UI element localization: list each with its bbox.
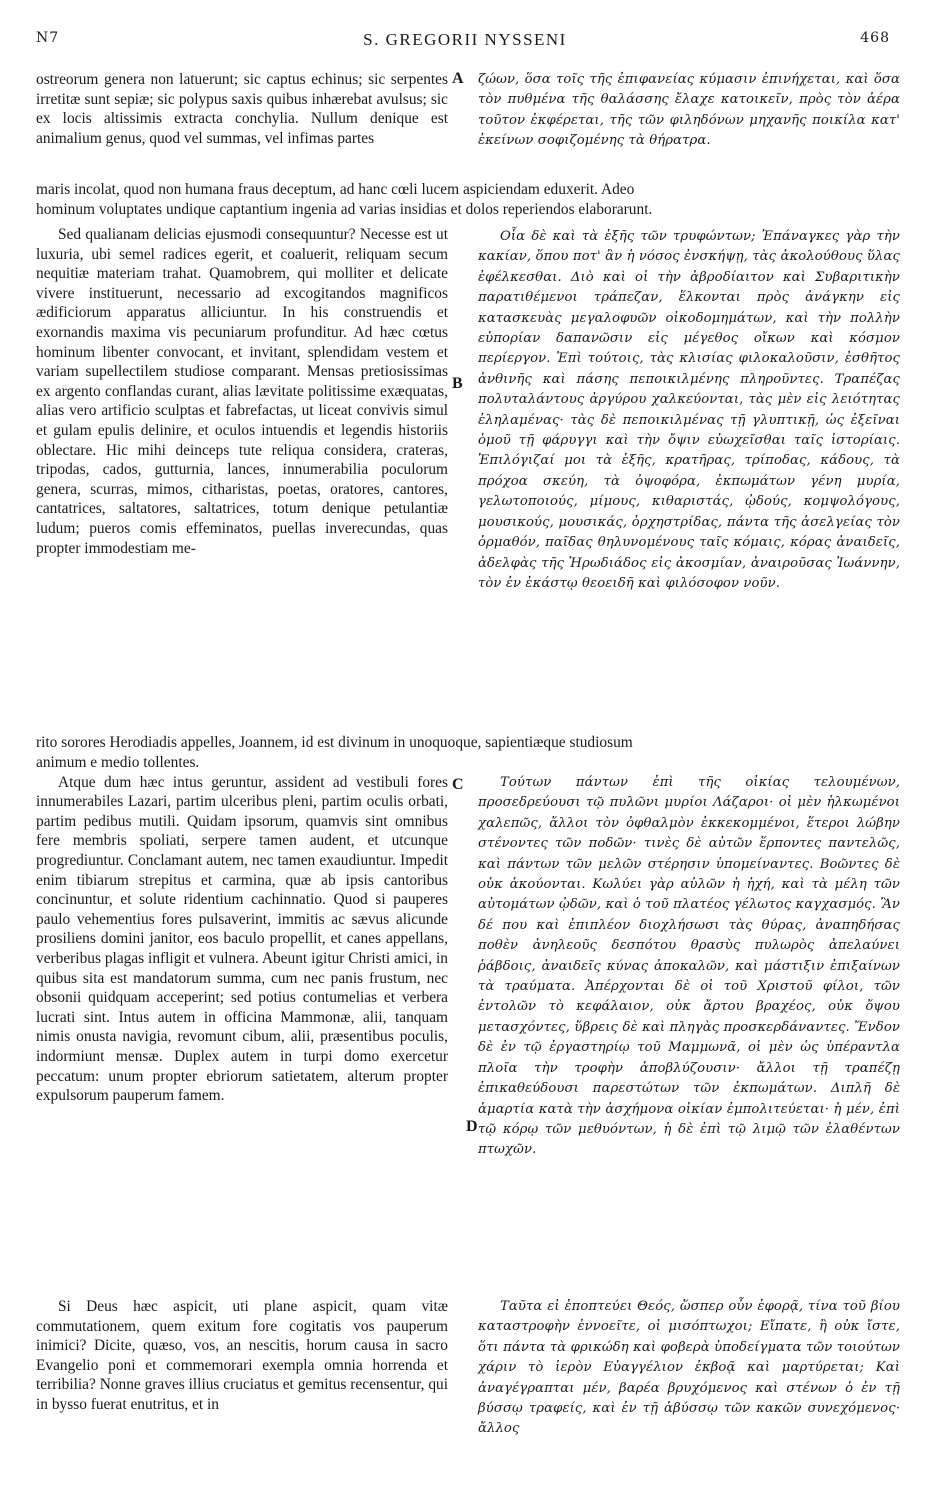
greek-column-block-1	[478, 70, 900, 152]
page-header	[0, 30, 930, 58]
greek-paragraph: Τούτων πάντων ἐπὶ τῆς οἰκίας τελουμένων, προσεδρεύουσι τῷ πυλῶνι μυρίοι Λάζαροι· οἱ μὲν ἡλκωμένοι χαλεπῶς, ἄλλοι τὸν ὀφθαλμὸν ἐκκεκομμένοι, ἕτεροι λώβην στένοντες τῶν ποδῶν· τινὲς δὲ αὐτῶν ἕρποντες παντελῶς, καὶ πάντων τῶν μελῶν στέρησιν ὑπομείναντες. Βοῶντες δὲ οὐκ ἀκούονται. Κωλύει γὰρ αὐλῶν ἡ ἠχή, καὶ τὰ μέλη τῶν αὐτομάτων ᾠδῶν, καὶ ὁ τοῦ πλατέος γέλωτος καγχασμός. Ἂν δέ που καὶ ἐπιπλέον διοχλήσωσι τὰς θύρας, ἀναπηδήσας ποθὲν ἀνηλεοῦς δεσπότου θρασὺς πυλωρὸς ἀπελαύνει ῥάβδοις, ἀναιδεῖς κύνας ἀποκαλῶν, καὶ μάστιξιν ἐπιξαίνων τὰ τραύματα. Ἀπέρχονται δὲ οἱ τοῦ Χριστοῦ φίλοι, τῶν ἐντολῶν τὸ κεφάλαιον, οὐκ ἄρτου βραχέος, οὐκ ὄψου μετασχόντες, ὕβρεις δὲ καὶ πληγὰς προσκερδάναντες. Ἔνδον δὲ ἐν τῷ ἐργαστηρίῳ τοῦ Μαμμωνᾶ, οἱ μὲν ὡς ὑπέραντλα πλοῖα τὴν τροφὴν ἀποβλύζουσιν· ἄλλοι τῇ τραπέζῃ ἐπικαθεύδουσι παρεστώτων τῶν ἐκπωμάτων. Διπλῆ δὲ ἁμαρτία κατὰ τὴν ἀσχήμονα οἰκίαν ἐμπολιτεύεται· ἡ μέν, ἐπὶ τῷ κόρῳ τῶν μεθυόντων, ἡ δὲ ἐπὶ τῷ λιμῷ τῶν ἐλαθέντων πτωχῶν.	[478, 775, 900, 1158]
greek-paragraph: ζώων, ὅσα τοῖς τῆς ἐπιφανείας κύμασιν ἐπινήχεται, καὶ ὅσα τὸν πυθμένα τῆς θαλάσσης ἔλαχε κατοικεῖν, πρὸς τὸν ἀέρα τοῦτον ἐκφέρεται, τῆς τῶν φιληδόνων μηχανῆς ποικίλα κατ' ἐκείνων σοφιζομένης τὰ θήρατρα.	[478, 72, 900, 149]
latin-column-block-1	[36, 70, 448, 148]
section-marker-d: D	[466, 1118, 478, 1135]
latin-column-block-4	[36, 1297, 448, 1415]
greek-column-block-3	[478, 773, 900, 1161]
latin-paragraph: Sed qualianam delicias ejusmodi consequuntur? Necesse est ut luxuria, ubi semel radices egerit, et coaluerit, reliquam secum nequitiæ materiam trahat. Quamobrem, qui molliter et delicate vivere instituerunt, necessario ad excogitandos magnificos ædificiorum apparatus alliciuntur. In his construendis et exornandis maxima vis pecuniarum profunditur. Ad hæc cœtus hominum libenter convocant, et invitant, splendidam vestem et variam supellectilem studiose comparant. Mensas pretiosissimas ex argento conflandas curant, alias lævitate politissime exæquatas, alias vero artificio sculptas et fabrefactas, ut liceat convivis simul et gulam epulis delinire, et oculos intuendis et legendis historiis oblectare. Hic mihi deinceps tute reliqua considera, crateras, tripodas, cados, gutturnia, lances, innumerabilia poculorum genera, scurras, mimos, citharistas, poetas, oratores, cantores, cantatrices, saltatores, saltatrices, totum denique petulantiæ ludum; pueros comis effeminatos, puellas inverecundas, quas propter immodestiam me-	[36, 226, 448, 557]
running-title: S. GREGORII NYSSENI	[363, 30, 567, 49]
fullwidth-line-3: rito sorores Herodiadis appelles, Joannem, id est divinum in unoquoque, sapientiæque studiosum	[36, 734, 633, 751]
latin-paragraph-lead: animum e medio tollentes.	[36, 754, 200, 771]
page-number-left: Ν7	[36, 30, 60, 46]
section-marker-b: B	[452, 375, 463, 392]
latin-paragraph: ostreorum genera non latuerunt; sic captus echinus; sic serpentes irretitæ sunt sepiæ; sic polypus saxis quibus inhærebat avulsus; sic ex locis altissimis extracta conchylia. Nullum denique est animalium genus, quod vel summas, vel infimas partes	[36, 71, 448, 147]
latin-column-block-3	[36, 753, 448, 1106]
greek-paragraph: Οἷα δὲ καὶ τὰ ἑξῆς τῶν τρυφώντων; Ἐπάναγκες γὰρ τὴν κακίαν, ὅπου ποτ' ἂν ἡ νόσος ἐνσκήψῃ, τὰς ἀκολούθους ὕλας ἐφέλκεσθαι. Διὸ καὶ οἱ τὴν ἁβροδίαιτον καὶ Συβαριτικὴν παρατιθέμενοι τράπεζαν, ἕλκονται πρὸς ἀνάγκην εἰς κατασκευὰς μεγαλοφυῶν οἰκοδομημάτων, καὶ τὴν πολλὴν εὐπορίαν δαπανῶσιν εἰς μέγεθος οἴκων καὶ κόσμον περίεργον. Ἐπὶ τούτοις, τὰς κλισίας φιλοκαλοῦσιν, ἐσθῆτος ἀνθινῆς καὶ πάσης πεποικιλμένης πληροῦντες. Τραπέζας πολυταλάντους ἀργύρου χαλκεύονται, τὰς μὲν εἰς λειότητας ἐληλαμένας· τὰς δὲ πεποικιλμένας τῇ γλυπτικῇ, ὡς ἐξεῖναι ὁμοῦ τῇ φάρυγγι καὶ τὴν ὄψιν εὐωχεῖσθαι ταῖς ἱστορίαις. Ἐπιλόγιζαί μοι τὰ ἑξῆς, κρατῆρας, τρίποδας, κάδους, τὰ πρόχοα σκεύη, τὰ ὀψοφόρα, ἐκπωμάτων γένη μυρία, γελωτοποιούς, μίμους, κιθαριστάς, ᾠδούς, κομψολόγους, μουσικούς, μουσικάς, ὀρχηστρίδας, πάντα τῆς ἀσελγείας τὸν ὁρμαθόν, παῖδας θηλυνομένους ταῖς κόμαις, κόρας ἀναιδεῖς, ἀδελφὰς τῆς Ἡρωδιάδος εἰς ἀκοσμίαν, ἀναιροῦσας Ἰωάννην, τὸν ἐν ἑκάστῳ θεοειδῆ καὶ φιλόσοφον νοῦν.	[478, 229, 900, 591]
latin-column-block-2	[36, 225, 448, 558]
page-number-right: 468	[860, 30, 890, 46]
latin-paragraph: Atque dum hæc intus geruntur, assident ad vestibuli fores innumerabiles Lazari, partim ulceribus pleni, partim oculis orbati, partim pedibus mutili. Quidam ipsorum, quamvis sint omnibus fere membris spoliati, serpere tamen audent, et utcunque progrediuntur. Conclamant autem, nec tamen exaudiuntur. Impedit enim tibiarum strepitus et carmina, quæ ab ipsis cantoribus concinuntur, et solute ridentium cachinnatio. Quod si pauperes paulo vehementius fores pulsaverint, immitis ac sævus alicunde prosiliens domini janitor, eos baculo propellit, et canes appellans, verberibus plagas infligit et vulnera. Abeunt igitur Christi amici, in quibus sita est mandatorum summa, cum nec panis frustum, nec obsonii quidquam acceperint; sed potius contumelias et verbera lucrati sint. Intus autem in officina Mammonæ, alii, tanquam nimis onusta navigia, revomunt cibum, alii, præsentibus poculis, indormiunt mensæ. Duplex autem in turpi domo exercetur peccatum: unum propter ebriorum satietatem, alterum propter expulsorum pauperum famem.	[36, 773, 448, 1105]
latin-paragraph: Si Deus hæc aspicit, uti plane aspicit, quam vitæ commutationem, quem exitum fore cogitatis vos pauperum inimici? Dicite, quæso, vos, an nescitis, horum causa in sacro Evangelio poni et commemorari exempla omnia horrenda et terribilia? Nonne graves illius cruciatus et gemitus recensentur, qui in bysso fuerat enutritus, et in	[36, 1298, 448, 1413]
section-marker-c: C	[452, 776, 464, 793]
greek-column-block-2	[478, 227, 900, 594]
greek-column-block-4	[478, 1297, 900, 1440]
greek-paragraph: Ταῦτα εἰ ἐποπτεύει Θεός, ὥσπερ οὖν ἐφορᾷ, τίνα τοῦ βίου καταστροφὴν ἐννοεῖτε, οἱ μισόπτωχοι; Εἴπατε, ἢ οὐκ ἴστε, ὅτι πάντα τὰ φρικώδη καὶ φοβερὰ ὑποδείγματα τῶν τοιούτων χάριν τὸ ἱερὸν Εὐαγγέλιον ἐκβοᾷ καὶ μαρτύρεται; Καὶ ἀναγέγραπται μέν, βαρέα βρυχόμενος καὶ στένων ὁ ἐν τῇ βύσσῳ τραφείς, καὶ ἐν τῇ ἀβύσσῳ τῶν κακῶν συνεχόμενος· ἄλλος	[478, 1299, 900, 1437]
section-marker-a: A	[452, 70, 464, 87]
fullwidth-line-2: hominum voluptates undique captantium ingenia ad varias insidias et dolos reperiendos elaborarunt.	[36, 201, 653, 218]
fullwidth-line-1: maris incolat, quod non humana fraus deceptum, ad hanc cœli lucem aspiciendam eduxerit. Adeo	[36, 181, 635, 198]
